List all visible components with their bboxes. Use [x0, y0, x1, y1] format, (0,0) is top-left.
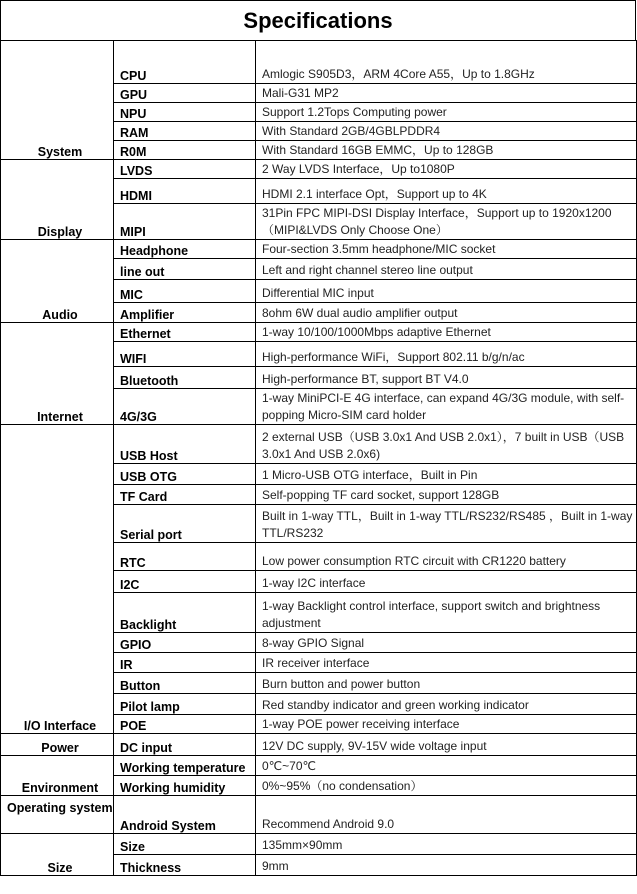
value-cell: 135mm×90mm	[256, 834, 637, 855]
table-row	[1, 240, 637, 259]
value-cell: Built in 1-way TTL，Built in 1-way TTL/RS232/RS485 ，Built in 1-way TTL/RS232	[256, 505, 637, 543]
item-cell: RTC	[114, 543, 256, 571]
item-cell: line out	[114, 259, 256, 280]
item-cell: Ethernet	[114, 323, 256, 342]
table-row	[1, 796, 637, 834]
value-cell: 9mm	[256, 855, 637, 876]
item-cell: Working humidity	[114, 776, 256, 796]
item-cell: Serial port	[114, 505, 256, 543]
table-row	[1, 425, 637, 464]
value-cell: Low power consumption RTC circuit with CR1220 battery	[256, 543, 637, 571]
category-cell: Audio	[1, 240, 114, 323]
item-cell: POE	[114, 715, 256, 734]
item-cell: 4G/3G	[114, 389, 256, 425]
category-cell: I/O Interface	[1, 425, 114, 734]
value-cell: Amlogic S905D3，ARM 4Core A55，Up to 1.8GHz	[256, 41, 637, 84]
item-cell: MIPI	[114, 204, 256, 240]
item-cell: Android System	[114, 796, 256, 834]
value-cell: High-performance BT, support BT V4.0	[256, 367, 637, 389]
value-cell: With Standard 2GB/4GBLPDDR4	[256, 122, 637, 141]
value-cell: Differential MIC input	[256, 280, 637, 303]
item-cell: USB Host	[114, 425, 256, 464]
value-cell: Recommend Android 9.0	[256, 796, 637, 834]
value-cell: 2 Way LVDS Interface，Up to1080P	[256, 160, 637, 179]
category-cell: Display	[1, 160, 114, 240]
item-cell: IR	[114, 653, 256, 673]
item-cell: Backlight	[114, 593, 256, 633]
value-cell: 2 external USB（USB 3.0x1 And USB 2.0x1），7 built in USB（USB 3.0x1 And USB 2.0x6)	[256, 425, 637, 464]
value-cell: IR receiver interface	[256, 653, 637, 673]
value-cell: 0℃~70℃	[256, 756, 637, 776]
table-row	[1, 734, 637, 756]
item-cell: MIC	[114, 280, 256, 303]
item-cell: Amplifier	[114, 303, 256, 323]
item-cell: TF Card	[114, 485, 256, 505]
value-cell: Burn button and power button	[256, 673, 637, 694]
item-cell: NPU	[114, 103, 256, 122]
category-cell: Environment	[1, 756, 114, 796]
category-cell: Internet	[1, 323, 114, 425]
item-cell: GPIO	[114, 633, 256, 653]
item-cell: Pilot lamp	[114, 694, 256, 715]
table-row	[1, 834, 637, 855]
value-cell: 1-way Backlight control interface, support switch and brightness adjustment	[256, 593, 637, 633]
value-cell: 1-way I2C interface	[256, 571, 637, 593]
value-cell: 12V DC supply, 9V-15V wide voltage input	[256, 734, 637, 756]
category-cell: Size	[1, 834, 114, 876]
item-cell: USB OTG	[114, 464, 256, 485]
item-cell: Thickness	[114, 855, 256, 876]
item-cell: Bluetooth	[114, 367, 256, 389]
value-cell: Mali-G31 MP2	[256, 84, 637, 103]
item-cell: HDMI	[114, 179, 256, 204]
value-cell: High-performance WiFi，Support 802.11 b/g/n/ac	[256, 342, 637, 367]
category-cell: System	[1, 41, 114, 160]
item-cell: CPU	[114, 41, 256, 84]
item-cell: Size	[114, 834, 256, 855]
value-cell: 31Pin FPC MIPI-DSI Display Interface，Support up to 1920x1200（MIPI&LVDS Only Choose One）	[256, 204, 637, 240]
value-cell: 1 Micro-USB OTG interface，Built in Pin	[256, 464, 637, 485]
value-cell: Four-section 3.5mm headphone/MIC socket	[256, 240, 637, 259]
item-cell: DC input	[114, 734, 256, 756]
item-cell: I2C	[114, 571, 256, 593]
value-cell: With Standard 16GB EMMC，Up to 128GB	[256, 141, 637, 160]
table-row	[1, 41, 637, 84]
item-cell: Button	[114, 673, 256, 694]
value-cell: Red standby indicator and green working indicator	[256, 694, 637, 715]
item-cell: RAM	[114, 122, 256, 141]
page-title: Specifications	[0, 0, 636, 40]
value-cell: 1-way POE power receiving interface	[256, 715, 637, 734]
value-cell: 8ohm 6W dual audio amplifier output	[256, 303, 637, 323]
item-cell: R0M	[114, 141, 256, 160]
item-cell: GPU	[114, 84, 256, 103]
category-cell: Operating system	[1, 796, 114, 834]
value-cell: Support 1.2Tops Computing power	[256, 103, 637, 122]
item-cell: WIFI	[114, 342, 256, 367]
table-row	[1, 323, 637, 342]
value-cell: 8-way GPIO Signal	[256, 633, 637, 653]
table-row	[1, 756, 637, 776]
item-cell: Headphone	[114, 240, 256, 259]
value-cell: 0%~95%（no condensation）	[256, 776, 637, 796]
category-cell: Power	[1, 734, 114, 756]
table-row	[1, 160, 637, 179]
value-cell: Self-popping TF card socket, support 128GB	[256, 485, 637, 505]
value-cell: HDMI 2.1 interface Opt，Support up to 4K	[256, 179, 637, 204]
item-cell: LVDS	[114, 160, 256, 179]
spec-table	[0, 40, 637, 876]
value-cell: Left and right channel stereo line output	[256, 259, 637, 280]
item-cell: Working temperature	[114, 756, 256, 776]
value-cell: 1-way MiniPCI-E 4G interface, can expand 4G/3G module, with self-popping Micro-SIM card holder	[256, 389, 637, 425]
value-cell: 1-way 10/100/1000Mbps adaptive Ethernet	[256, 323, 637, 342]
